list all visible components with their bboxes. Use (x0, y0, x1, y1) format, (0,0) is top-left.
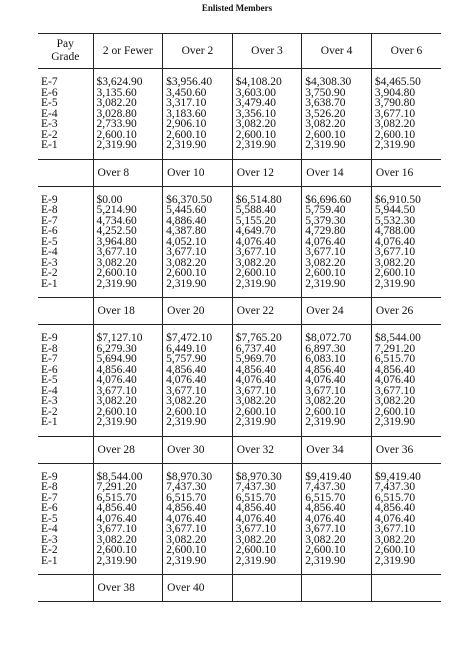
pay-value: 4,387.80 (166, 225, 207, 237)
pay-value-column (371, 186, 441, 298)
pay-value-column (302, 325, 372, 437)
pay-value-column (302, 69, 372, 160)
pay-value: 3,028.80 (96, 107, 137, 120)
pay-value: 2,600.10 (374, 128, 416, 141)
column-header: Over 24 (302, 298, 372, 325)
pay-value: 2,600.10 (96, 128, 137, 141)
pay-value: 2,319.90 (96, 139, 137, 151)
pay-value: 2,600.10 (235, 128, 276, 141)
pay-value: 5,588.40 (235, 204, 276, 216)
pay-grade-label: E-2 (41, 544, 58, 556)
pay-grade-header-line: Pay (56, 38, 74, 50)
pay-value: 4,788.00 (374, 225, 416, 237)
pay-value: 4,856.40 (305, 363, 346, 376)
pay-value: 4,856.40 (374, 363, 416, 376)
pay-value: 4,076.40 (305, 512, 346, 525)
pay-value: $7,472.10 (166, 332, 213, 344)
pay-grade-label: E-5 (41, 512, 58, 525)
pay-value: 4,856.40 (305, 502, 346, 514)
pay-value: 5,214.90 (96, 204, 137, 216)
pay-value: $8,970.30 (166, 470, 213, 483)
pay-value: 7,437.30 (235, 481, 276, 493)
pay-value: 3,082.20 (166, 395, 207, 407)
pay-value: 3,964.80 (96, 235, 137, 248)
pay-value: 2,600.10 (96, 405, 137, 418)
pay-value: 2,319.90 (235, 416, 276, 428)
pay-value: 4,052.10 (166, 235, 207, 248)
pay-value: 2,600.10 (166, 128, 207, 141)
pay-grade-label: E-9 (41, 193, 58, 206)
pay-value: $7,127.10 (96, 332, 143, 344)
pay-value: 7,291.20 (96, 481, 137, 493)
pay-value: 4,252.50 (96, 225, 137, 237)
section-data-row (38, 463, 441, 575)
pay-value: $9,419.40 (374, 470, 421, 483)
pay-value: 2,319.90 (374, 277, 416, 290)
pay-value: 7,437.30 (166, 481, 207, 493)
pay-value-column (163, 463, 233, 575)
pay-table (38, 33, 441, 602)
pay-value: 5,532.30 (374, 214, 416, 227)
pay-value: 3,082.20 (305, 395, 346, 407)
pay-value: 2,600.10 (235, 544, 276, 556)
pay-value: $6,696.60 (305, 193, 352, 206)
pay-value: 6,897.30 (305, 342, 346, 355)
pay-value: 7,291.20 (374, 342, 416, 355)
pay-grade-label: E-7 (41, 353, 58, 365)
pay-value: 3,677.10 (235, 384, 276, 397)
pay-value: 4,856.40 (96, 502, 137, 514)
pay-value: 2,600.10 (166, 544, 207, 556)
pay-value-column (232, 186, 302, 298)
pay-grade-column (38, 325, 93, 437)
pay-value: 2,319.90 (166, 139, 207, 151)
pay-value: 7,437.30 (374, 481, 416, 493)
pay-value: 4,856.40 (235, 502, 276, 514)
pay-grade-label: E-9 (41, 470, 58, 483)
pay-value-column (232, 69, 302, 160)
pay-value-column (302, 186, 372, 298)
pay-value: 3,677.10 (374, 384, 416, 397)
pay-value: 5,969.70 (235, 353, 276, 365)
pay-value: 2,319.90 (374, 416, 416, 428)
pay-value: 3,677.10 (96, 246, 137, 258)
pay-grade-label: E-1 (41, 554, 58, 567)
pay-value: 2,600.10 (374, 544, 416, 556)
pay-value: 2,319.90 (305, 139, 346, 151)
column-header: Over 26 (371, 298, 441, 325)
pay-table-body (38, 34, 441, 602)
pay-value: 4,856.40 (96, 363, 137, 376)
pay-value: 3,082.20 (235, 256, 276, 269)
column-header: Over 2 (163, 34, 233, 69)
pay-value: 5,379.30 (305, 214, 346, 227)
pay-value: 4,856.40 (166, 363, 207, 376)
pay-value: 3,082.20 (374, 533, 416, 546)
pay-value-column (93, 69, 163, 160)
pay-grade-label: E-2 (41, 128, 58, 141)
pay-value: $4,108.20 (235, 76, 282, 88)
pay-value: 2,319.90 (305, 554, 346, 567)
pay-value: 2,319.90 (166, 277, 207, 290)
column-header: Over 3 (232, 34, 302, 69)
pay-value: 3,526.20 (305, 107, 346, 120)
pay-value: 2,319.90 (374, 139, 416, 151)
pay-value: 4,076.40 (96, 374, 137, 386)
pay-grade-column (38, 69, 93, 160)
pay-value: 2,600.10 (96, 267, 137, 279)
pay-value: 3,317.10 (166, 97, 207, 109)
pay-value: 3,082.20 (166, 256, 207, 269)
column-header: Over 20 (163, 298, 233, 325)
pay-value: 3,638.70 (305, 97, 346, 109)
section-data-row (38, 186, 441, 298)
pay-value: 3,135.60 (96, 86, 137, 99)
pay-grade-label: E-3 (41, 118, 58, 130)
pay-grade-label: E-3 (41, 256, 58, 269)
pay-value: 3,356.10 (235, 107, 276, 120)
pay-value-column (232, 325, 302, 437)
pay-value: 2,600.10 (96, 544, 137, 556)
pay-value: 3,082.20 (235, 118, 276, 130)
pay-value: 6,515.70 (374, 353, 416, 365)
pay-value: 3,603.00 (235, 86, 276, 99)
pay-grade-label: E-6 (41, 363, 58, 376)
pay-value: 5,944.50 (374, 204, 416, 216)
pay-value: 3,082.20 (96, 533, 137, 546)
pay-value: 3,450.60 (166, 86, 207, 99)
pay-value: 4,076.40 (235, 235, 276, 248)
pay-value-column (163, 69, 233, 160)
pay-value: 3,082.20 (305, 256, 346, 269)
pay-grade-label: E-4 (41, 523, 58, 535)
pay-grade-label: E-6 (41, 502, 58, 514)
pay-value: 6,515.70 (305, 491, 346, 504)
pay-value: 3,082.20 (374, 256, 416, 269)
pay-value: 3,479.40 (235, 97, 276, 109)
pay-grade-label: E-5 (41, 374, 58, 386)
pay-value: 3,790.80 (374, 97, 416, 109)
column-header: 2 or Fewer (93, 34, 163, 69)
pay-value: 2,600.10 (166, 405, 207, 418)
pay-grade-label: E-8 (41, 342, 58, 355)
pay-value: $6,370.50 (166, 193, 213, 206)
pay-value: 4,734.60 (96, 214, 137, 227)
pay-value: 7,437.30 (305, 481, 346, 493)
pay-value: 2,600.10 (305, 544, 346, 556)
pay-value: $9,419.40 (305, 470, 352, 483)
pay-value: $8,970.30 (235, 470, 282, 483)
column-header (232, 575, 302, 602)
pay-value: 3,082.20 (166, 533, 207, 546)
pay-value: 2,319.90 (374, 554, 416, 567)
pay-value: 4,729.80 (305, 225, 346, 237)
pay-grade-label: E-1 (41, 277, 58, 290)
section-header-row (38, 298, 441, 325)
pay-grade-label: E-8 (41, 204, 58, 216)
pay-value: 6,515.70 (374, 491, 416, 504)
pay-value-column (371, 463, 441, 575)
pay-value: 4,649.70 (235, 225, 276, 237)
grade-header-spacer (38, 159, 93, 186)
pay-value: 3,677.10 (374, 246, 416, 258)
pay-value: 3,082.20 (96, 395, 137, 407)
pay-value: 2,600.10 (305, 405, 346, 418)
pay-value-column (163, 325, 233, 437)
pay-value: 4,076.40 (374, 512, 416, 525)
column-header: Over 30 (163, 436, 233, 463)
pay-value-column (371, 325, 441, 437)
pay-value: 3,904.80 (374, 86, 416, 99)
pay-value: 3,082.20 (374, 395, 416, 407)
section-data-row (38, 69, 441, 160)
pay-value: 4,856.40 (374, 502, 416, 514)
pay-grade-label: E-2 (41, 405, 58, 418)
pay-value: 5,759.40 (305, 204, 346, 216)
pay-value: $0.00 (96, 193, 123, 206)
pay-grade-header-line: Grade (51, 51, 80, 63)
column-header (302, 575, 372, 602)
pay-value: 4,076.40 (305, 374, 346, 386)
pay-value: 4,886.40 (166, 214, 207, 227)
pay-value: 4,076.40 (235, 512, 276, 525)
column-header: Over 12 (232, 159, 302, 186)
column-header: Over 10 (163, 159, 233, 186)
pay-value-column (371, 69, 441, 160)
grade-header-spacer (38, 298, 93, 325)
pay-value: 3,677.10 (374, 523, 416, 535)
column-header: Over 22 (232, 298, 302, 325)
column-header: Over 6 (371, 34, 441, 69)
pay-grade-column (38, 463, 93, 575)
pay-value: 3,082.20 (305, 118, 346, 130)
pay-value: 3,750.90 (305, 86, 346, 99)
pay-value: $8,072.70 (305, 332, 352, 344)
pay-value: 3,082.20 (235, 395, 276, 407)
column-header: Over 8 (93, 159, 163, 186)
pay-value: 3,183.60 (166, 107, 207, 120)
pay-value: 6,449.10 (166, 342, 207, 355)
column-header: Over 4 (302, 34, 372, 69)
pay-value: 2,600.10 (166, 267, 207, 279)
column-header: Over 34 (302, 436, 372, 463)
pay-grade-label: E-4 (41, 246, 58, 258)
pay-value: $3,624.90 (96, 76, 143, 88)
pay-value-column (163, 186, 233, 298)
pay-value: 3,677.10 (305, 246, 346, 258)
pay-value: 2,600.10 (305, 128, 346, 141)
pay-value: 3,082.20 (305, 533, 346, 546)
pay-value: 2,600.10 (235, 267, 276, 279)
pay-value: 3,677.10 (305, 384, 346, 397)
pay-value: 3,677.10 (166, 384, 207, 397)
pay-grade-label: E-5 (41, 97, 58, 109)
pay-grade-label: E-6 (41, 86, 58, 99)
page-title: Enlisted Members (201, 3, 273, 13)
pay-grade-label: E-9 (41, 332, 58, 344)
pay-grade-label: E-3 (41, 395, 58, 407)
pay-value: 2,319.90 (305, 416, 346, 428)
pay-value: 3,677.10 (235, 523, 276, 535)
pay-value: 2,733.90 (96, 118, 137, 130)
pay-value: 2,600.10 (374, 267, 416, 279)
pay-value: 5,445.60 (166, 204, 207, 216)
pay-value: $3,956.40 (166, 76, 213, 88)
pay-value: 3,677.10 (374, 107, 416, 120)
pay-grade-label: E-5 (41, 235, 58, 248)
pay-value: 3,677.10 (96, 523, 137, 535)
pay-value: 2,319.90 (305, 277, 346, 290)
pay-value: 5,757.90 (166, 353, 207, 365)
pay-value: 5,155.20 (235, 214, 276, 227)
column-header: Over 14 (302, 159, 372, 186)
pay-value: 6,515.70 (96, 491, 137, 504)
final-header-row (38, 575, 441, 602)
pay-value: $7,765.20 (235, 332, 282, 344)
pay-grade-label: E-8 (41, 481, 58, 493)
pay-value: 2,319.90 (235, 139, 276, 151)
column-header (371, 575, 441, 602)
pay-value: 2,600.10 (305, 267, 346, 279)
pay-value-column (93, 325, 163, 437)
column-header: Over 36 (371, 436, 441, 463)
pay-value: 6,515.70 (166, 491, 207, 504)
pay-value-column (93, 463, 163, 575)
pay-value: 4,856.40 (235, 363, 276, 376)
pay-grade-label: E-1 (41, 139, 58, 151)
pay-value: 4,076.40 (374, 374, 416, 386)
section-data-row (38, 325, 441, 437)
pay-value: 4,076.40 (235, 374, 276, 386)
pay-value: 3,082.20 (96, 97, 137, 109)
pay-value: 2,319.90 (96, 554, 137, 567)
pay-value: 6,083.10 (305, 353, 346, 365)
pay-value: 2,600.10 (374, 405, 416, 418)
pay-grade-column (38, 186, 93, 298)
column-header: Over 40 (163, 575, 233, 602)
pay-value: 3,677.10 (305, 523, 346, 535)
pay-grade-label: E-2 (41, 267, 58, 279)
pay-value: $8,544.00 (374, 332, 421, 344)
pay-value: 3,082.20 (374, 118, 416, 130)
pay-value: $8,544.00 (96, 470, 143, 483)
column-header: Over 32 (232, 436, 302, 463)
pay-value: 4,076.40 (96, 512, 137, 525)
pay-grade-label: E-7 (41, 214, 58, 227)
pay-grade-label: E-4 (41, 107, 58, 120)
pay-value: 4,076.40 (166, 512, 207, 525)
pay-value: 2,600.10 (235, 405, 276, 418)
pay-grade-header (38, 34, 93, 69)
pay-value: 3,677.10 (166, 246, 207, 258)
pay-grade-label: E-6 (41, 225, 58, 237)
pay-value: 2,319.90 (166, 554, 207, 567)
pay-grade-label: E-1 (41, 416, 58, 428)
pay-value: 2,319.90 (235, 554, 276, 567)
table-header-row (38, 34, 441, 69)
pay-value-column (93, 186, 163, 298)
pay-value: 2,906.10 (166, 118, 207, 130)
pay-value-column (232, 463, 302, 575)
pay-value: 3,677.10 (96, 384, 137, 397)
column-header: Over 16 (371, 159, 441, 186)
pay-value: 2,319.90 (235, 277, 276, 290)
pay-value: 6,737.40 (235, 342, 276, 355)
pay-value: 2,319.90 (96, 277, 137, 290)
pay-value: 4,076.40 (374, 235, 416, 248)
pay-value: 2,319.90 (166, 416, 207, 428)
pay-value: 3,677.10 (235, 246, 276, 258)
pay-value: $4,308.30 (305, 76, 352, 88)
pay-value: 3,082.20 (96, 256, 137, 269)
pay-value: 4,856.40 (166, 502, 207, 514)
pay-value: $6,514.80 (235, 193, 282, 206)
column-header: Over 38 (93, 575, 163, 602)
pay-grade-label: E-7 (41, 76, 58, 88)
pay-value-column (302, 463, 372, 575)
pay-value: 2,319.90 (96, 416, 137, 428)
grade-header-spacer (38, 436, 93, 463)
pay-value: 4,076.40 (166, 374, 207, 386)
column-header: Over 18 (93, 298, 163, 325)
pay-grade-label: E-4 (41, 384, 58, 397)
pay-value: 3,677.10 (166, 523, 207, 535)
pay-value: 6,279.30 (96, 342, 137, 355)
section-header-row (38, 436, 441, 463)
pay-grade-label: E-7 (41, 491, 58, 504)
section-header-row (38, 159, 441, 186)
pay-value: 3,082.20 (235, 533, 276, 546)
pay-grade-label: E-3 (41, 533, 58, 546)
pay-value: 6,515.70 (235, 491, 276, 504)
pay-value: 5,694.90 (96, 353, 137, 365)
pay-value: $4,465.50 (374, 76, 421, 88)
pay-value: $6,910.50 (374, 193, 421, 206)
pay-value: 4,076.40 (305, 235, 346, 248)
grade-header-spacer (38, 575, 93, 602)
column-header: Over 28 (93, 436, 163, 463)
